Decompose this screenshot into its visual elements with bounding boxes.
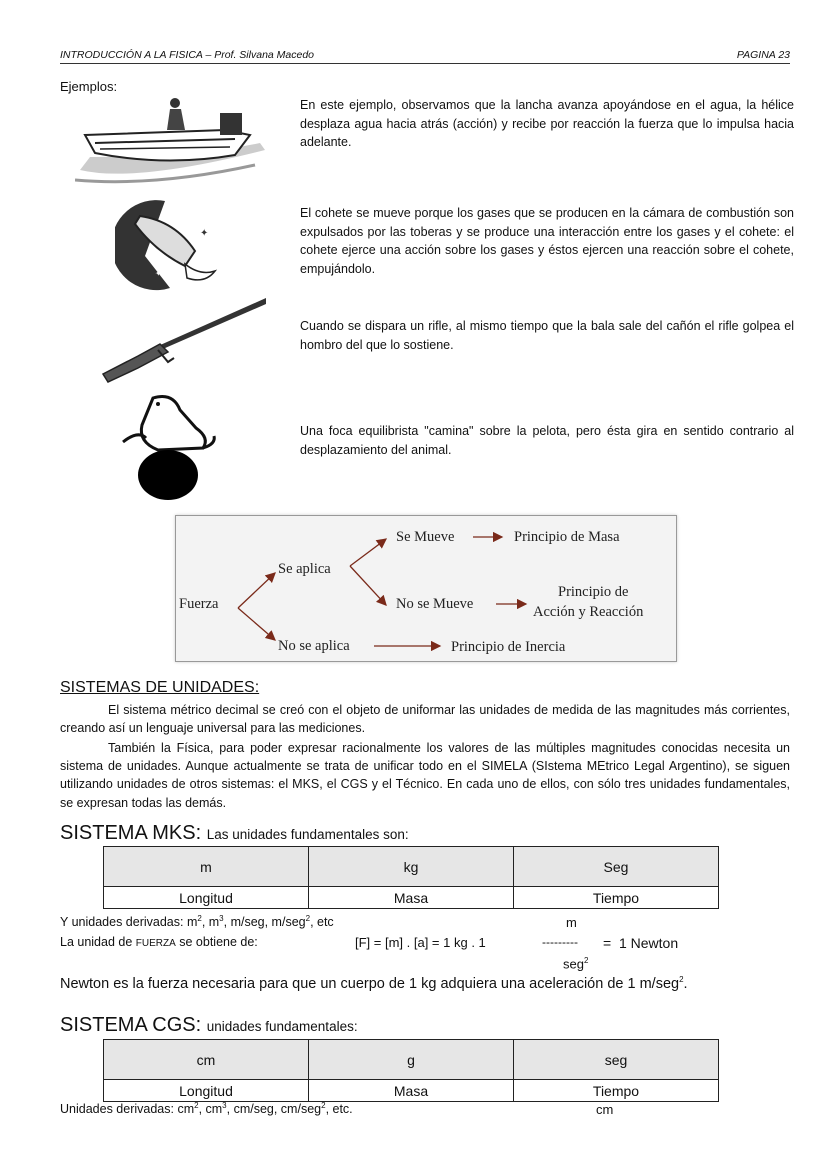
newton-definition: Newton es la fuerza necesaria para que un cuerpo de 1 kg adquiera una aceleración de 1 m/seg$^2$. [60,975,688,992]
fuerza-word: FUERZA [135,938,176,949]
cgs-trailing-unit: cm [596,1102,614,1117]
node-principio-masa: Principio de Masa [514,529,620,545]
cgs-heading [60,1014,358,1037]
svg-text:✦: ✦ [175,208,184,219]
unit-cell: g [309,1040,514,1080]
rifle-icon [98,294,268,384]
newton-result: = 1 Newton [603,935,679,951]
paragraph-2: También la Física, para poder expresar racionalmente los valores de las múltiples magnitudes conocidas necesita un sistema de unidades. Aunque actualmente se trata de unificar todo en el SIMELA (SIstema MEtrico Legal Argentino), se siguen utilizando unidades de otros sistemas: el MKS, el CGS y el Técnico. En cada uno de ellos, con sólo tres unidades fundamentales, se expresan todas las demás. [60,741,790,810]
magnitude-cell: Longitud [104,887,309,909]
newton-definition-text: Newton es la fuerza necesaria para que un cuerpo de 1 kg adquiera una aceleración de 1 m/seg [60,975,680,992]
node-principio-inercia: Principio de Inercia [451,639,566,655]
cgs-title: SISTEMA CGS: [60,1014,202,1036]
mks-units-table [103,846,719,909]
paragraph-1: El sistema métrico decimal se creó con el objeto de uniformar las unidades de medida de las magnitudes más corrientes, creando así un lenguaje universal para las mediciones. [60,703,790,736]
node-no-se-aplica: No se aplica [278,638,350,654]
mks-subtitle: Las unidades fundamentales son: [206,827,409,842]
cgs-derived-label: Unidades derivadas: [60,1102,174,1117]
force-formula: [F] = [m] . [a] = 1 kg . 1 [355,935,486,950]
example-rifle-text: Cuando se dispara un rifle, al mismo tiempo que la bala sale del cañón el rifle golpea el hombro del que lo sostiene. [300,319,794,352]
node-se-aplica: Se aplica [278,561,331,577]
unit-cell: kg [309,847,514,887]
derived-label: Y unidades derivadas: [60,915,184,930]
examples-label: Ejemplos: [60,79,118,94]
mks-title: SISTEMA MKS: [60,822,202,844]
node-principio-accion-1: Principio de [558,584,629,600]
unit-cell: m [104,847,309,887]
magnitude-cell: Masa [309,887,514,909]
fraction-numerator: m [566,915,577,930]
svg-text:✦: ✦ [155,269,162,278]
unit-cell: Seg [514,847,719,887]
example-seal-text: Una foca equilibrista "camina" sobre la pelota, pero ésta gira en sentido contrario al desplazamiento del animal. [300,424,794,457]
page-header [60,49,790,64]
mks-derived-units: Y unidades derivadas: $m^2$, $m^3$, m/seg, m/seg$^2$, etc [60,914,334,930]
node-fuerza: Fuerza [179,596,219,612]
cgs-subtitle: unidades fundamentales: [206,1019,358,1034]
mks-heading [60,822,409,845]
unit-cell: cm [104,1040,309,1080]
fraction-denominator: seg$^2$ [563,956,589,972]
force-principles-diagram [175,515,677,662]
motorboat-icon [75,95,275,185]
cgs-units-table [103,1039,719,1102]
fuerza-unit-line [60,935,258,949]
magnitude-cell: Tiempo [514,887,719,909]
page-number: PAGINA 23 [736,49,790,61]
example-boat-text: En este ejemplo, observamos que la lancha avanza apoyándose en el agua, la hélice desplaza agua hacia atrás (acción) y recibe por reacción la fuerza que lo impulsa hacia adelante. [300,98,794,149]
magnitude-cell: Masa [309,1080,514,1102]
fraction-line: --------- [542,935,578,949]
cgs-derived-units: Unidades derivadas: $cm^2$, $cm^3$, cm/seg, cm/seg$^2$, etc. [60,1101,353,1117]
unit-cell: seg [514,1040,719,1080]
fuerza-prefix: La unidad de [60,935,136,949]
magnitude-cell: Longitud [104,1080,309,1102]
svg-text:✦: ✦ [200,228,209,239]
denominator-text: seg [563,956,584,972]
header-title: INTRODUCCIÓN A LA FISICA – Prof. Silvana Macedo [60,49,315,61]
example-rocket-text: El cohete se mueve porque los gases que se producen en la cámara de combustión son expulsados por las toberas y se produce una interacción entre los gases y el cohete: el cohete ejerce una acción sobre los gases y éstos ejercen una reacción sobre el cohete, empujándolo. [300,206,794,276]
magnitude-cell: Tiempo [514,1080,719,1102]
section-title: SISTEMAS DE UNIDADES: [60,679,260,696]
rocket-icon [115,196,225,291]
node-se-mueve: Se Mueve [396,529,455,545]
node-principio-accion-2: Acción y Reacción [533,604,644,620]
seal-on-ball-icon [118,390,218,502]
node-no-se-mueve: No se Mueve [396,596,474,612]
fuerza-suffix: se obtiene de: [175,935,258,949]
